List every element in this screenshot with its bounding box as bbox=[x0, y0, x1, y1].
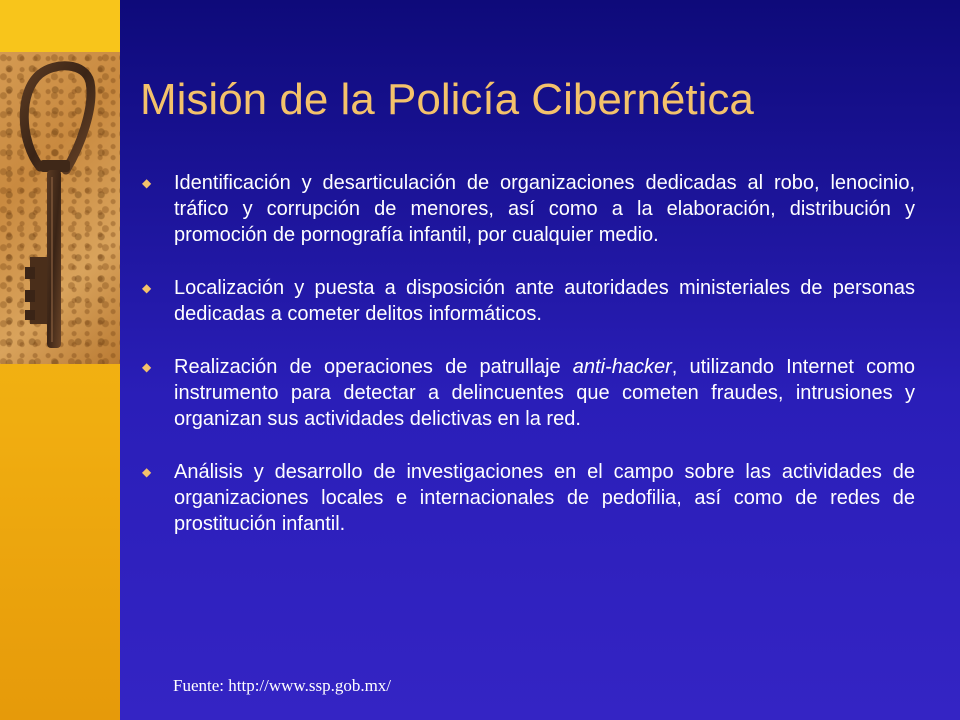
slide-title: Misión de la Policía Cibernética bbox=[140, 75, 754, 124]
diamond-bullet-icon: ◆ bbox=[142, 360, 152, 374]
item-emphasis: anti-hacker bbox=[572, 356, 672, 378]
item-text: Realización de operaciones de patrullaje bbox=[174, 356, 573, 378]
item-text: Identificación y desarticulación de organizaciones dedicadas al robo, lenocinio, tráfico y corrupción de menores, así como a la elaboración, distribución y promoción de pornografía infantil, por cualquier medio. bbox=[174, 172, 915, 246]
list-item bbox=[140, 459, 915, 537]
bullet-list bbox=[140, 170, 915, 564]
list-item bbox=[140, 354, 915, 432]
diamond-bullet-icon: ◆ bbox=[142, 176, 152, 190]
item-text: Análisis y desarrollo de investigaciones en el campo sobre las actividades de organizaciones locales e internacionales de pedofilia, así como de redes de prostitución infantil. bbox=[174, 461, 915, 535]
diamond-bullet-icon: ◆ bbox=[142, 281, 152, 295]
list-item bbox=[140, 170, 915, 248]
list-item bbox=[140, 275, 915, 327]
old-key-photo bbox=[0, 52, 120, 364]
item-text-continued: , utilizando Internet como instrumento para detectar a delincuentes que cometen fraudes, intrusiones y organizan sus actividades delictivas en la red. bbox=[174, 356, 915, 430]
source-citation: Fuente: http://www.ssp.gob.mx/ bbox=[173, 676, 392, 695]
key-icon bbox=[0, 52, 120, 364]
diamond-bullet-icon: ◆ bbox=[142, 465, 152, 479]
accent-strip-top bbox=[0, 0, 120, 52]
item-text: Localización y puesta a disposición ante autoridades ministeriales de personas dedicadas a cometer delitos informáticos. bbox=[174, 277, 915, 325]
